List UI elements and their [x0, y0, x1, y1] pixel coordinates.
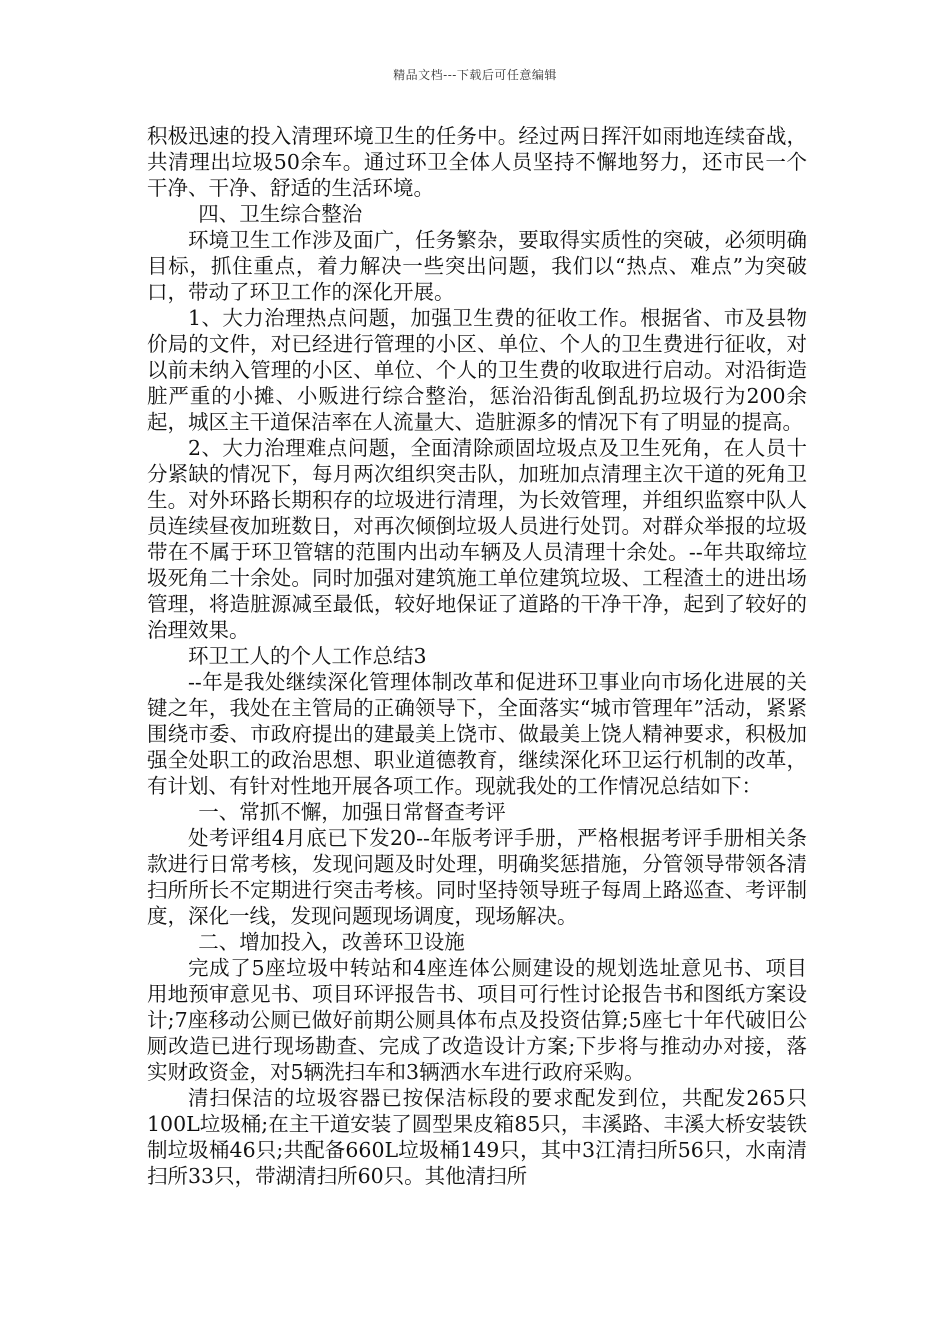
- paragraph-item-1: 1、大力治理热点问题，加强卫生费的征收工作。根据省、市及县物价局的文件，对已经进行管理的小区、单位、个人的卫生费进行征收，对以前未纳入管理的小区、单位、个人的卫生费的收取进行启动。对沿街造脏严重的小摊、小贩进行综合整治，惩治沿街乱倒乱扔垃圾行为200余起，城区主干道保洁率在人流量大、造脏源多的情况下有了明显的提高。: [147, 306, 807, 434]
- paragraph: 处考评组4月底已下发20--年版考评手册，严格根据考评手册相关条款进行日常考核，发现问题及时处理，明确奖惩措施，分管领导带领各清扫所所长不定期进行突击考核。同时坚持领导班子每周上路巡查、考评制度，深化一线，发现问题现场调度，现场解决。: [147, 826, 807, 928]
- section-heading-4: 四、卫生综合整治: [198, 202, 363, 226]
- section-heading-2: 二、增加投入，改善环卫设施: [198, 930, 465, 954]
- paragraph: 环境卫生工作涉及面广，任务繁杂，要取得实质性的突破，必须明确目标，抓住重点，着力解决一些突出问题，我们以“热点、难点”为突破口，带动了环卫工作的深化开展。: [147, 228, 807, 304]
- paragraph-item-2: 2、大力治理难点问题，全面清除顽固垃圾点及卫生死角，在人员十分紧缺的情况下，每月两次组织突击队，加班加点清理主次干道的死角卫生。对外环路长期积存的垃圾进行清理，为长效管理，并组织监察中队人员连续昼夜加班数日，对再次倾倒垃圾人员进行处罚。对群众举报的垃圾带在不属于环卫管辖的范围内出动车辆及人员清理十余处。--年共取缔垃圾死角二十余处。同时加强对建筑施工单位建筑垃圾、工程渣土的进出场管理，将造脏源减至最低，较好地保证了道路的干净干净，起到了较好的治理效果。: [147, 436, 807, 642]
- section-heading-1: 一、常抓不懈，加强日常督查考评: [198, 800, 506, 824]
- document-body: [147, 123, 807, 1189]
- article-title: 环卫工人的个人工作总结3: [188, 644, 427, 668]
- paragraph: 清扫保洁的垃圾容器已按保洁标段的要求配发到位，共配发265只100L垃圾桶;在主干道安装了圆型果皮箱85只，丰溪路、丰溪大桥安装铁制垃圾桶46只;共配备660L垃圾桶149只，其中3江清扫所56只，水南清扫所33只，带湖清扫所60只。其他清扫所: [147, 1086, 807, 1188]
- paragraph-intro: --年是我处继续深化管理体制改革和促进环卫事业向市场化进展的关键之年，我处在主管局的正确领导下，全面落实“城市管理年”活动，紧紧围绕市委、市政府提出的建最美上饶市、做最美上饶人精神要求，积极加强全处职工的政治思想、职业道德教育，继续深化环卫运行机制的改革，有计划、有针对性地开展各项工作。现就我处的工作情况总结如下：: [147, 670, 807, 798]
- page-header: 精品文档---下载后可任意编辑: [393, 68, 557, 82]
- paragraph: 完成了5座垃圾中转站和4座连体公厕建设的规划选址意见书、项目用地预审意见书、项目环评报告书、项目可行性讨论报告书和图纸方案设计;7座移动公厕已做好前期公厕具体布点及投资估算;5座七十年代破旧公厕改造已进行现场勘查、完成了改造设计方案;下步将与推动办对接，落实财政资金，对5辆洗扫车和3辆洒水车进行政府采购。: [147, 956, 807, 1084]
- paragraph-continuation: 积极迅速的投入清理环境卫生的任务中。经过两日挥汗如雨地连续奋战，共清理出垃圾50余车。通过环卫全体人员坚持不懈地努力，还市民一个干净、干净、舒适的生活环境。: [147, 124, 807, 200]
